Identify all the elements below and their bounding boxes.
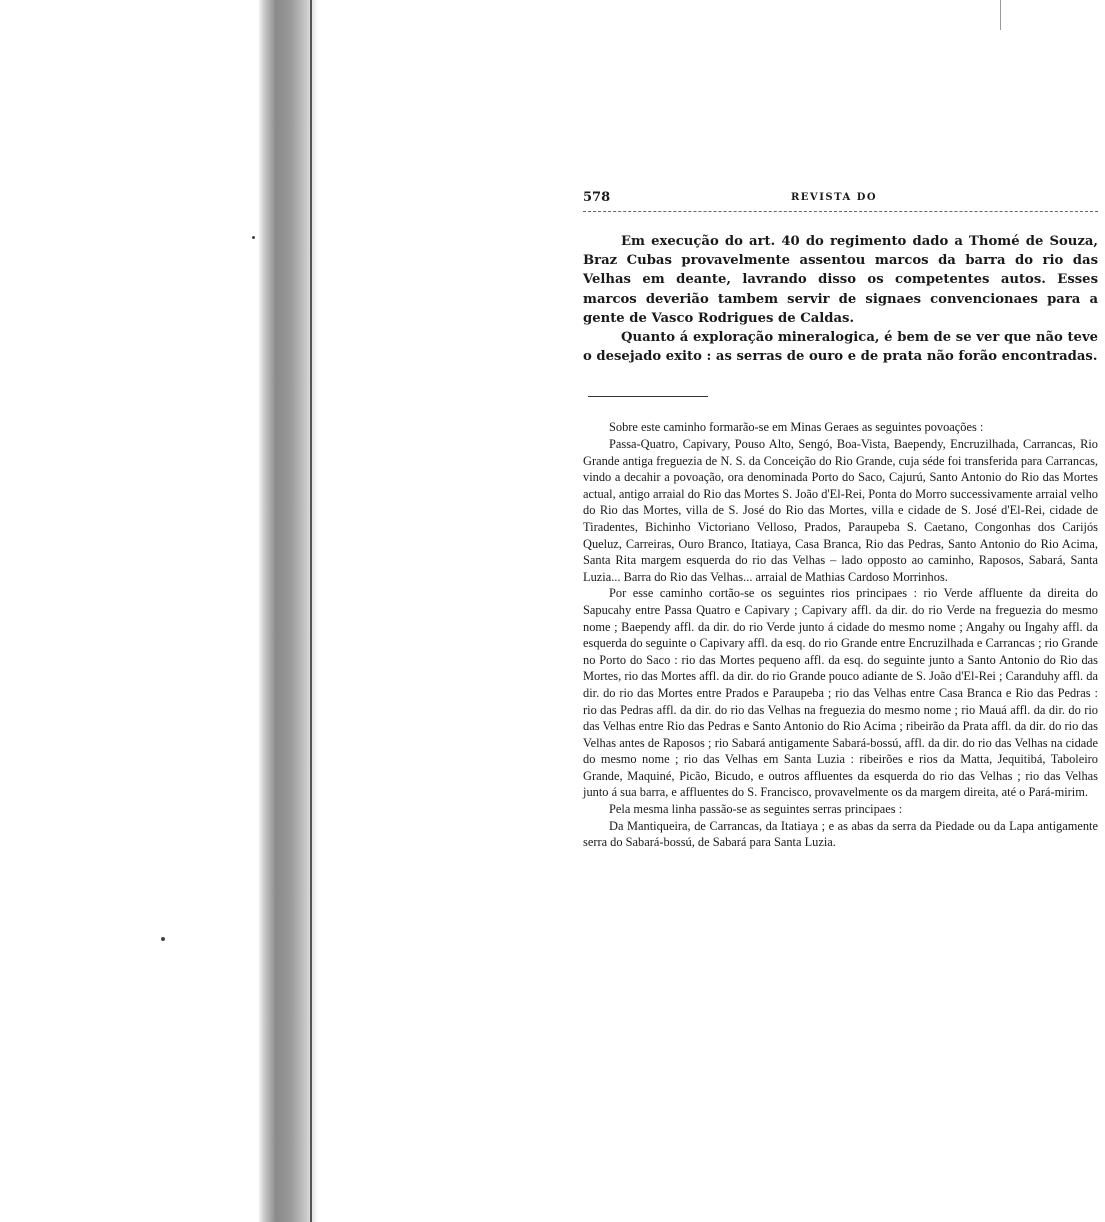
- fold-mark: [1000, 0, 1001, 30]
- footnote-paragraph: Pela mesma linha passão-se as seguintes serras principaes :: [609, 802, 903, 817]
- footnote-paragraph: Passa-Quatro, Capivary, Pouso Alto, Sengó, Boa-Vista, Baependy, Encruzilhada, Carrancas, Rio Grande antiga freguezia de N. S. da Conceição do Rio Grande, cuja séde foi transferida para Carrancas, vindo a decahir a povoação, ora denominada Porto do Saco, Cajurú, Santo Antonio do Rio das Mortes actual, antigo arraial do Rio das Mortes S. João d'El-Rei, Ponta do Morro successivamente arraial velho do Rio das Mortes, villa de S. José do Rio das Mortes, villa e cidade de S. José d'El-Rei, cidade de Tiradentes, Bichinho Victoriano Velloso, Prados, Paraupeba S. Caetano, Congonhas dos Carijós Queluz, Carreiras, Ouro Branco, Itatiaya, Casa Branca, Rio das Pedras, Santo Antonio do Rio Acima, Santa Rita margem esquerda do rio das Velhas – lado opposto ao caminho, Raposos, Sabará, Santa Luzia... Barra do Rio das Velhas... arraial de Mathias Cardoso Morrinhos.: [583, 437, 1098, 584]
- header-rule: [583, 211, 1098, 212]
- scan-speck: [252, 236, 255, 239]
- footnote-paragraph: Por esse caminho cortão-se os seguintes rios principaes : rio Verde affluente da direita do Sapucahy entre Passa Quatro e Capivary ; Capivary affl. da dir. do rio Verde na freguezia do mesmo nome ; Baependy affl. da dir. do rio Verde junto á cidade do mesmo nome ; Angahy ou Ingahy affl. da esquerda do seguinte o Capivary affl. da esq. do rio Grande entre Encruzilhada e Carrancas ; rio Grande no Porto do Saco : rio das Mortes pequeno affl. da esq. do seguinte junto a Santo Antonio do Rio das Mortes, rio das Mortes affl. da dir. do rio Grande pouco adiante de S. João d'El-Rei ; Caranduhy affl. da dir. do rio das Mortes entre Prados e Paraupeba ; rio das Velhas entre Casa Branca e Rio das Pedras : rio das Pedras affl. da dir. do rio das Velhas na freguezia do mesmo nome ; rio Mauá affl. da dir. do rio das Velhas entre Rio das Pedras e Santo Antonio do Rio Acima ; ribeirão da Prata affl. da dir. do rio das Velhas antes de Raposos ; rio Sabará antigamente Sabará-bossú, affl. da dir. do rio das Velhas na cidade do mesmo nome ; rio das Velhas em Santa Luzia : ribeirões e rios da Matta, Jequitibá, Taboleiro Grande, Maquiné, Picão, Bicudo, e outros affluentes da esquerda do rio das Velhas ; rio das Velhas junto á sua barra, e affluentes do S. Francisco, provavelmente os da margem direita, até o Pará-mirim.: [583, 586, 1098, 800]
- footnote-separator: [588, 396, 708, 397]
- footnote: [583, 419, 1098, 850]
- gutter-edge-line: [310, 0, 312, 1222]
- main-text: [583, 232, 1098, 366]
- main-paragraph: Em execução do art. 40 do regimento dado a Thomé de Souza, Braz Cubas provavelmente assentou marcos da barra do rio das Velhas em deante, lavrando disso os competentes autos. Esses marcos deverião tambem servir de signaes convencionaes para a gente de Vasco Rodrigues de Caldas.: [583, 234, 1098, 326]
- main-paragraph: Quanto á exploração mineralogica, é bem de se ver que não teve o desejado exito : as serras de ouro e de prata não forão encontradas.: [583, 330, 1098, 365]
- scan-speck: [161, 937, 165, 941]
- running-head: REVISTA DO: [791, 192, 878, 203]
- footnote-paragraph: Da Mantiqueira, de Carrancas, da Itatiaya ; e as abas da serra da Piedade ou da Lapa antigamente serra do Sabará-bossú, de Sabará para Santa Luzia.: [583, 818, 1098, 850]
- page-header: [583, 186, 1098, 214]
- book-page: [583, 186, 1098, 851]
- page-number: 578: [583, 190, 611, 205]
- footnote-paragraph: Sobre este caminho formarão-se em Minas Geraes as seguintes povoações :: [609, 420, 984, 435]
- book-gutter-shadow: [258, 0, 318, 1222]
